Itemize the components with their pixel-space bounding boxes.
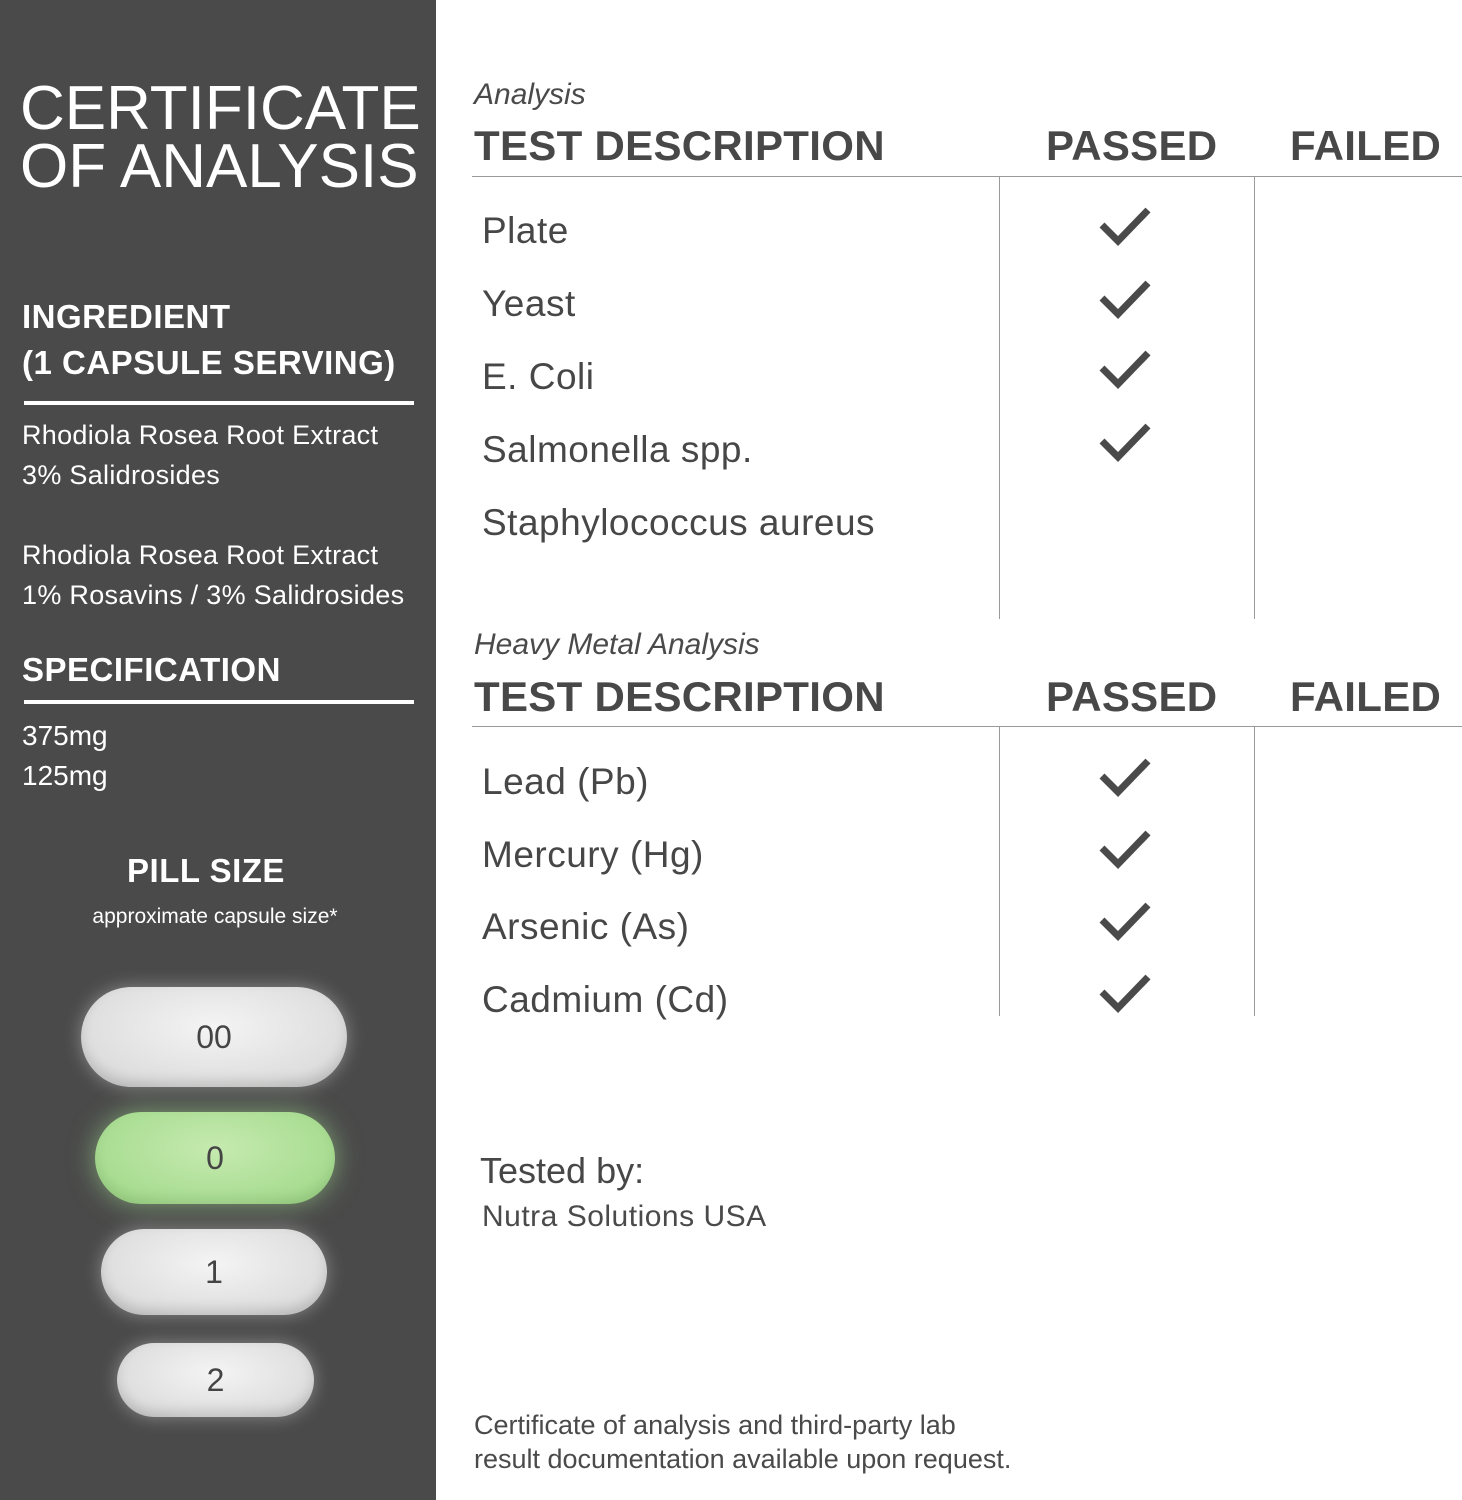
title-line-1: CERTIFICATE [20,74,421,143]
capsule-size-0-highlighted [95,1112,335,1204]
capsule-size-1 [101,1229,327,1315]
heavy-metal-col-passed: PASSED [1046,673,1218,720]
ingredient-item [22,535,404,615]
heavy-metal-col-failed: FAILED [1290,673,1442,720]
ingredient-heading-line-1: INGREDIENT [22,298,231,335]
pill-size-heading: PILL SIZE [127,852,285,889]
analysis-col-passed: PASSED [1046,122,1218,169]
footnote [474,1408,1011,1476]
footnote-line-2: result documentation available upon request. [474,1444,1012,1474]
heavy-metal-header-rule [472,726,1462,727]
passed-check-icon [1098,900,1152,942]
analysis-subtitle: Analysis [474,78,586,111]
capsule-size-2 [117,1343,314,1417]
ingredient-item [22,415,378,495]
passed-check-icon [1098,278,1152,320]
specification-values [22,716,108,796]
specification-heading-text: SPECIFICATION [22,651,281,688]
analysis-col-divider [999,176,1000,619]
ingredient-heading [22,294,396,386]
heavy-metal-row-lead: Lead (Pb) [482,761,649,802]
passed-check-icon [1098,756,1152,798]
analysis-col-test: TEST DESCRIPTION [474,122,885,169]
specification-heading [22,647,281,693]
footnote-line-1: Certificate of analysis and third-party lab [474,1410,956,1440]
capsule-label: 1 [205,1253,223,1290]
ingredient-divider [24,401,414,405]
left-panel [0,0,436,1500]
analysis-row-salmonella: Salmonella spp. [482,429,753,470]
passed-check-icon [1098,348,1152,390]
capsule-label: 0 [206,1139,224,1176]
analysis-row-staphylococcus: Staphylococcus aureus [482,502,876,543]
ingredient-standardization: 3% Salidrosides [22,460,221,490]
analysis-col-failed: FAILED [1290,122,1442,169]
analysis-col-divider [1254,176,1255,619]
capsule-size-00 [81,987,347,1087]
heavy-metal-col-divider [1254,726,1255,1016]
passed-check-icon [1098,972,1152,1014]
capsule-label: 00 [196,1018,232,1055]
analysis-header-rule [472,176,1462,177]
ingredient-standardization: 1% Rosavins / 3% Salidrosides [22,580,405,610]
heavy-metal-col-test: TEST DESCRIPTION [474,673,885,720]
spec-value: 125mg [22,760,108,791]
pill-size-subtitle: approximate capsule size* [92,905,338,928]
spec-value: 375mg [22,720,108,751]
passed-check-icon [1098,205,1152,247]
tested-by-lab: Nutra Solutions USA [482,1200,767,1233]
passed-check-icon [1098,828,1152,870]
capsule-label: 2 [206,1361,225,1398]
ingredient-name: Rhodiola Rosea Root Extract [22,540,379,570]
heavy-metal-row-mercury: Mercury (Hg) [482,834,704,875]
ingredient-heading-line-2: (1 CAPSULE SERVING) [22,344,396,381]
passed-check-icon [1098,421,1152,463]
analysis-row-plate: Plate [482,210,569,251]
heavy-metal-row-arsenic: Arsenic (As) [482,906,690,947]
analysis-row-yeast: Yeast [482,283,576,324]
tested-by-heading: Tested by: [480,1150,645,1191]
title-line-2: OF ANALYSIS [20,132,419,201]
heavy-metal-col-divider [999,726,1000,1016]
analysis-row-ecoli: E. Coli [482,356,595,397]
heavy-metal-subtitle: Heavy Metal Analysis [474,628,760,661]
specification-divider [24,700,414,704]
ingredient-name: Rhodiola Rosea Root Extract [22,420,379,450]
certificate-title [20,74,430,201]
heavy-metal-row-cadmium: Cadmium (Cd) [482,979,729,1020]
